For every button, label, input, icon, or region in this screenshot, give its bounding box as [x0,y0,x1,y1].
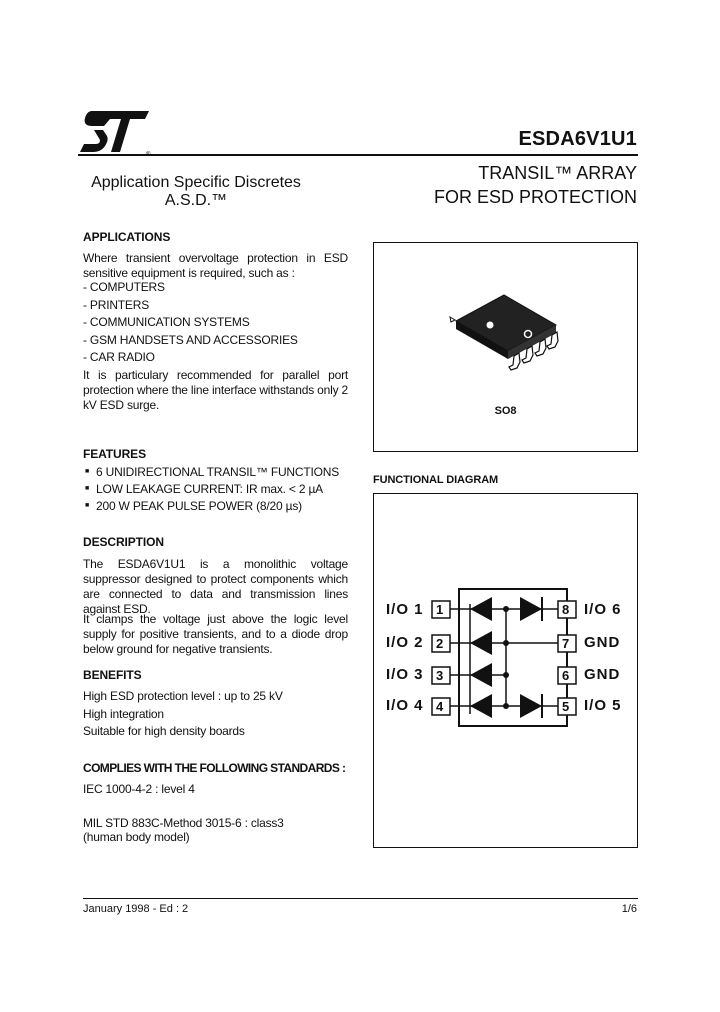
page-number: 1/6 [621,903,637,915]
footer-rule [83,898,638,899]
svg-text:®: ® [146,152,151,158]
doc-title [434,161,637,209]
list-item: ■ 200 W PEAK PULSE POWER (8/20 µs) [85,499,350,516]
list-item: High integration [83,706,164,721]
list-item: ■ 6 UNIDIRECTIONAL TRANSIL™ FUNCTIONS [85,465,350,482]
part-number: ESDA6V1U1 [518,128,637,150]
family-abbr: A.S.D.™ [164,192,228,209]
package-label: SO8 [494,405,517,417]
footer-date: January 1998 - Ed : 2 [83,903,189,915]
benefits-heading: BENEFITS [83,668,142,682]
features-list [85,465,350,516]
list-item: - CAR RADIO [83,350,155,364]
pin-label-right: GND [584,666,621,683]
applications-heading: APPLICATIONS [83,230,171,244]
pin-label-right: I/O 5 [584,697,622,714]
applications-note: It is particulary recommended for parallel port protection where the line interface withstands only 2 kV ESD surge. [83,368,348,412]
title-line-2: FOR ESD PROTECTION [433,187,637,207]
diagram-box [373,493,638,848]
pin-number: 5 [562,699,570,714]
header-rule [78,154,638,156]
diagram-heading: FUNCTIONAL DIAGRAM [373,474,499,486]
pin-number: 4 [436,699,444,714]
list-item: - GSM HANDSETS AND ACCESSORIES [83,332,298,347]
pin-label-left: I/O 3 [386,666,424,683]
pin-label-left: I/O 4 [386,697,424,714]
list-item: ■ LOW LEAKAGE CURRENT: IR max. < 2 µA [85,482,350,499]
pin-number: 2 [436,636,444,651]
pin-label-right: GND [584,634,621,651]
standard-mil: MIL STD 883C-Method 3015-6 : class3 [83,816,284,830]
pin-number: 1 [436,602,444,617]
list-item: Suitable for high density boards [83,724,245,738]
pin-number: 3 [436,668,444,683]
pin-number: 6 [562,668,570,683]
description-p1: The ESDA6V1U1 is a monolithic voltage suppressor designed to protect components which are connected to data and transmission lines against ESD. [83,557,348,616]
so8-package-icon [444,283,574,378]
pin-number: 8 [562,602,570,617]
description-p2: It clamps the voltage just above the logic level supply for positive transients, and to a diode drop below ground for negative transients. [83,612,348,656]
description-heading: DESCRIPTION [83,535,164,549]
standard-iec: IEC 1000-4-2 : level 4 [83,782,195,796]
features-heading: FEATURES [83,447,146,461]
list-item: - COMMUNICATION SYSTEMS [83,315,250,329]
pin-number: 7 [562,636,570,651]
pin-label-left: I/O 2 [386,634,424,651]
pin-label-right: I/O 6 [584,601,622,618]
title-line-1: TRANSIL™ ARRAY [478,163,637,183]
list-item: - PRINTERS [83,297,150,312]
applications-intro: Where transient overvoltage protection in ESD sensitive equipment is required, such as : [83,251,348,280]
st-logo-icon [78,106,153,158]
package-box [373,242,638,452]
family-name: Application Specific Discretes [91,174,301,191]
benefits-list [83,689,348,742]
applications-list [83,280,348,368]
standards-heading: COMPLIES WITH THE FOLLOWING STANDARDS : [83,761,346,775]
list-item: - COMPUTERS [83,280,165,294]
family-label [78,174,314,210]
pin-label-left: I/O 1 [386,601,424,618]
standard-mil-note: (human body model) [83,830,190,844]
list-item: High ESD protection level : up to 25 kV [83,689,283,703]
